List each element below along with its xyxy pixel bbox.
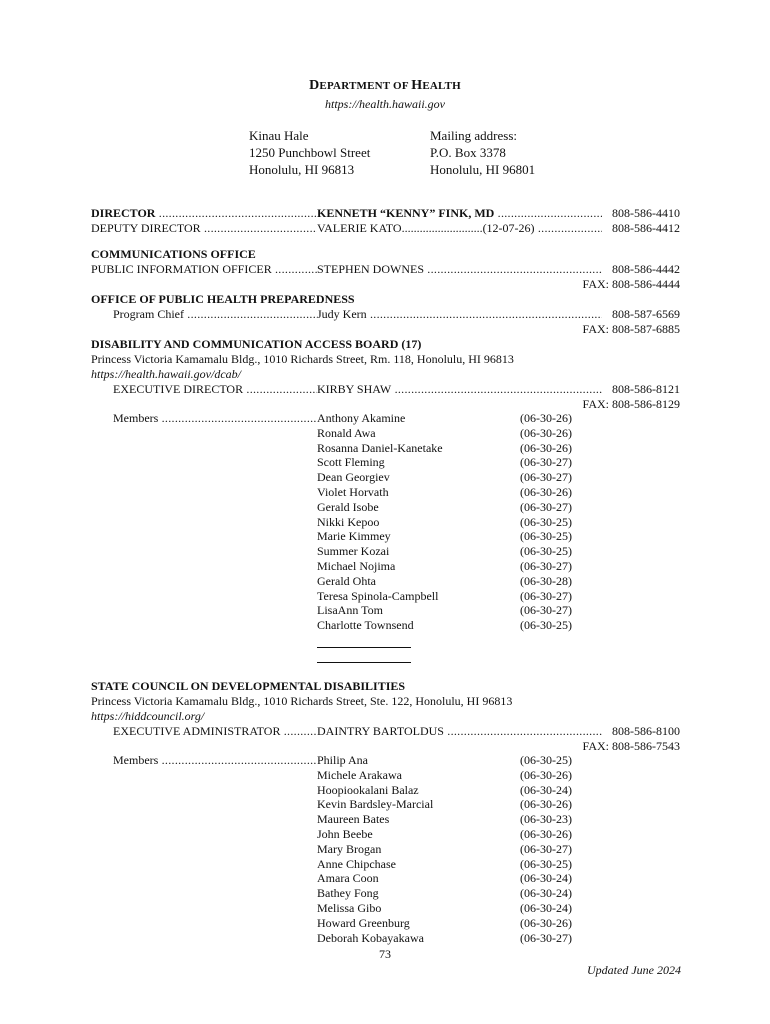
scdd-heading: STATE COUNCIL ON DEVELOPMENTAL DISABILITIES: [91, 679, 406, 693]
member-name: Summer Kozai: [317, 544, 390, 559]
deputy-director-row: DEPUTY DIRECTOR ..... VALERIE KATO...........................(12-07-26) ..... 808-586-4412: [91, 221, 680, 236]
member-term-date: (06-30-25): [520, 618, 572, 633]
member-name: Anne Chipchase: [317, 856, 396, 871]
member-term-date: (06-30-27): [520, 455, 572, 470]
vacant-seat-line: [317, 662, 411, 663]
member-term-date: (06-30-26): [520, 485, 572, 499]
member-name: Mary Brogan: [317, 841, 382, 856]
member-name: Gerald Isobe: [317, 499, 379, 514]
member-name: Ronald Awa: [317, 425, 376, 440]
member-name: Howard Greenburg: [317, 915, 410, 930]
member-term-date: (06-30-27): [520, 470, 572, 485]
member-term-date: (06-30-27): [520, 841, 572, 856]
dcab-address: Princess Victoria Kamamalu Bldg., 1010 Richards Street, Rm. 118, Honolulu, HI 96813: [91, 352, 514, 366]
member-name: Maureen Bates: [317, 812, 390, 827]
member-term-date: (06-30-24): [520, 782, 572, 797]
communications-fax: FAX: 808-586-4444: [582, 277, 680, 291]
vacant-seat-line: [317, 647, 411, 648]
member-term-date: (06-30-26): [520, 440, 572, 455]
scdd-executive-row: EXECUTIVE ADMINISTRATOR ..... DAINTRY BARTOLDUS ..... 808-586-8100: [91, 724, 680, 739]
member-name: Melissa Gibo: [317, 901, 382, 915]
member-term-date: (06-30-26): [520, 827, 572, 841]
member-term-date: (06-30-27): [520, 588, 572, 603]
member-term-date: (06-30-25): [520, 514, 572, 529]
member-name: Anthony Akamine: [317, 411, 406, 425]
communications-heading: COMMUNICATIONS OFFICE: [91, 247, 256, 261]
member-name: Michael Nojima: [317, 559, 396, 573]
preparedness-fax: FAX: 808-587-6885: [582, 322, 680, 336]
member-name: LisaAnn Tom: [317, 603, 383, 618]
scdd-url[interactable]: https://hiddcouncil.org/: [91, 709, 205, 723]
member-name: Rosanna Daniel-Kanetake: [317, 440, 443, 455]
member-term-date: (06-30-27): [520, 499, 572, 514]
member-term-date: (06-30-25): [520, 544, 572, 559]
member-name: Charlotte Townsend: [317, 618, 414, 633]
member-term-date: (06-30-23): [520, 812, 572, 827]
dcab-heading: DISABILITY AND COMMUNICATION ACCESS BOARD (17): [91, 337, 422, 351]
scdd-address: Princess Victoria Kamamalu Bldg., 1010 Richards Street, Ste. 122, Honolulu, HI 96813: [91, 694, 513, 708]
member-name: Bathey Fong: [317, 886, 379, 901]
director-row: DIRECTOR ..... KENNETH “KENNY” FINK, MD ..... 808-586-4410: [91, 206, 680, 221]
member-name: Gerald Ohta: [317, 573, 376, 588]
dcab-members-label-row: Members .....: [91, 411, 680, 426]
page-title: DEPARTMENT OF HEALTH: [309, 78, 461, 93]
member-term-date: (06-30-27): [520, 930, 572, 945]
dcab-fax: FAX: 808-586-8129: [582, 397, 680, 411]
member-term-date: (06-30-26): [520, 411, 572, 425]
member-name: Amara Coon: [317, 871, 379, 886]
member-term-date: (06-30-26): [520, 797, 572, 812]
department-url[interactable]: https://health.hawaii.gov: [325, 97, 445, 111]
member-name: John Beebe: [317, 827, 373, 841]
member-term-date: (06-30-28): [520, 573, 572, 588]
pio-row: PUBLIC INFORMATION OFFICER ..... STEPHEN DOWNES ..... 808-586-4442: [91, 262, 680, 277]
member-name: Dean Georgiev: [317, 470, 390, 485]
member-name: Deborah Kobayakawa: [317, 930, 424, 945]
updated-date: Updated June 2024: [587, 963, 681, 977]
member-name: Philip Ana: [317, 753, 369, 767]
member-name: Kevin Bardsley-Marcial: [317, 797, 434, 812]
scdd-members-label-row: Members .....: [91, 753, 680, 768]
member-term-date: (06-30-24): [520, 871, 572, 886]
member-term-date: (06-30-25): [520, 753, 572, 767]
member-term-date: (06-30-24): [520, 901, 572, 915]
member-term-date: (06-30-25): [520, 529, 572, 544]
dcab-url[interactable]: https://health.hawaii.gov/dcab/: [91, 367, 241, 381]
scdd-fax: FAX: 808-586-7543: [582, 739, 680, 753]
member-name: Scott Fleming: [317, 455, 385, 470]
member-name: Violet Horvath: [317, 485, 389, 499]
member-term-date: (06-30-26): [520, 915, 572, 930]
program-chief-row: Program Chief ..... Judy Kern ..... 808-587-6569: [91, 307, 680, 322]
preparedness-heading: OFFICE OF PUBLIC HEALTH PREPAREDNESS: [91, 292, 355, 306]
member-name: Michele Arakawa: [317, 767, 402, 782]
member-term-date: (06-30-25): [520, 856, 572, 871]
member-term-date: (06-30-26): [520, 767, 572, 782]
dcab-executive-row: EXECUTIVE DIRECTOR ..... KIRBY SHAW ..... 808-586-8121: [91, 382, 680, 397]
page-number: 73: [379, 947, 391, 961]
member-term-date: (06-30-26): [520, 425, 572, 440]
member-term-date: (06-30-27): [520, 559, 572, 573]
member-name: Hoopiookalani Balaz: [317, 782, 419, 797]
physical-address: Kinau Hale 1250 Punchbowl Street Honolulu, HI 96813: [249, 128, 371, 177]
mailing-address: Mailing address: P.O. Box 3378 Honolulu, HI 96801: [430, 128, 536, 177]
member-term-date: (06-30-27): [520, 603, 572, 618]
member-name: Nikki Kepoo: [317, 514, 380, 529]
member-name: Marie Kimmey: [317, 529, 391, 544]
member-name: Teresa Spinola-Campbell: [317, 588, 439, 603]
member-term-date: (06-30-24): [520, 886, 572, 901]
